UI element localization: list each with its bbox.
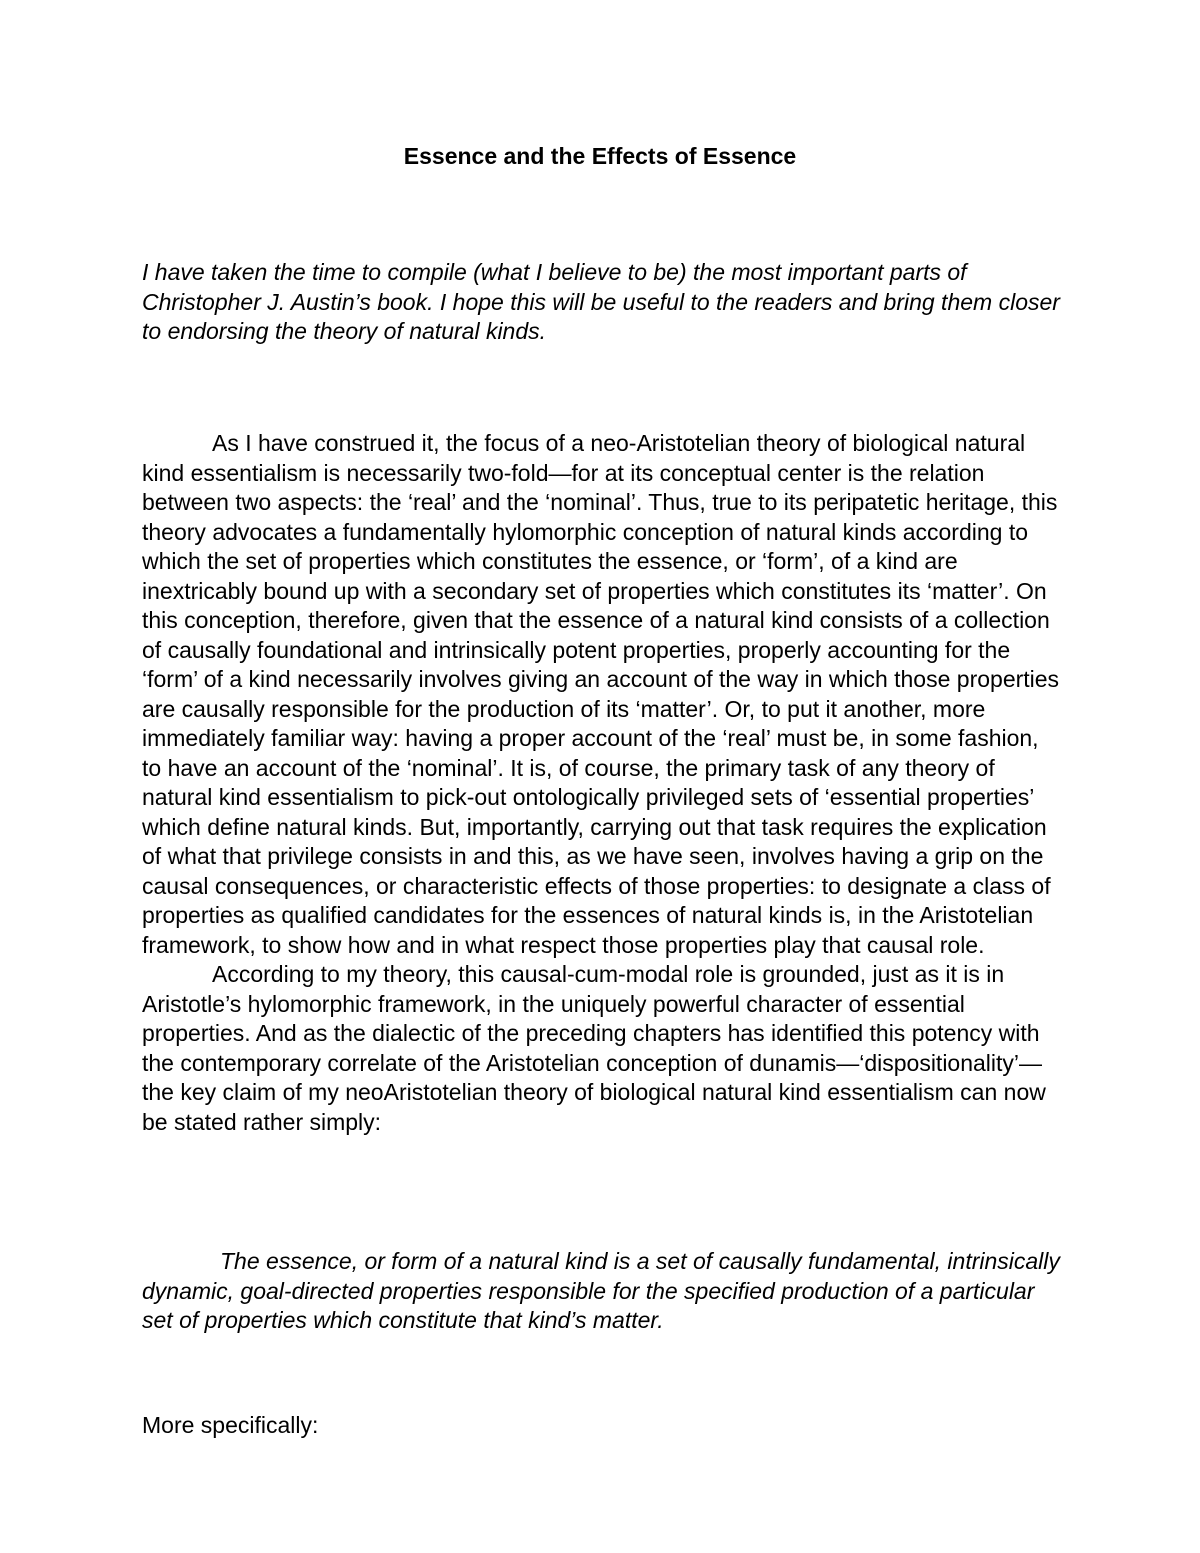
block-quote — [142, 1247, 1062, 1336]
body-paragraph: According to my theory, this causal-cum-modal role is grounded, just as it is in Aristotle’s hylomorphic framework, in the uniquely powerful character of essential properties. And as the dialectic of the preceding chapters has identified this potency with the contemporary correlate of the Aristotelian conception of dunamis—‘dispositionality’—the key claim of my neoAristotelian theory of biological natural kind essentialism can now be stated rather simply: — [142, 961, 1046, 1135]
intro-paragraph: I have taken the time to compile (what I believe to be) the most important parts of Christopher J. Austin’s book. I hope this will be useful to the readers and bring them closer to endorsing the theory of natural kinds. — [142, 259, 1060, 344]
quote-text: The essence, or form of a natural kind is a set of causally fundamental, intrinsically dynamic, goal-directed properties responsible for the specified production of a particular set of properties which constitute that kind’s matter. — [142, 1248, 1060, 1333]
page-title: Essence and the Effects of Essence — [403, 143, 797, 169]
body-paragraph: As I have construed it, the focus of a neo-Aristotelian theory of biological natural kind essentialism is necessarily two-fold—for at its conceptual center is the relation between two aspects: the ‘real’ and the ‘nominal’. Thus, true to its peripatetic heritage, this theory advocates a fundamentally hylomorphic conception of natural kinds according to which the set of properties which constitutes the essence, or ‘form’, of a kind are inextricably bound up with a secondary set of properties which constitutes its ‘matter’. On this conception, therefore, given that the essence of a natural kind consists of a collection of causally foundational and intrinsically potent properties, properly accounting for the ‘form’ of a kind necessarily involves giving an account of the way in which those properties are causally responsible for the production of its ‘matter’. Or, to put it another, more immediately familiar way: having a proper account of the ‘real’ must be, in some fashion, to have an account of the ‘nominal’. It is, of course, the primary task of any theory of natural kind essentialism to pick-out ontologically privileged sets of ‘essential properties’ which define natural kinds. But, importantly, carrying out that task requires the explication of what that privilege consists in and this, as we have seen, involves having a grip on the causal consequences, or characteristic effects of those properties: to designate a class of properties as qualified candidates for the essences of natural kinds is, in the Aristotelian framework, to show how and in what respect those properties play that causal role. — [142, 430, 1060, 958]
body-text — [142, 429, 1062, 1137]
closing-line: More specifically: — [142, 1412, 319, 1438]
